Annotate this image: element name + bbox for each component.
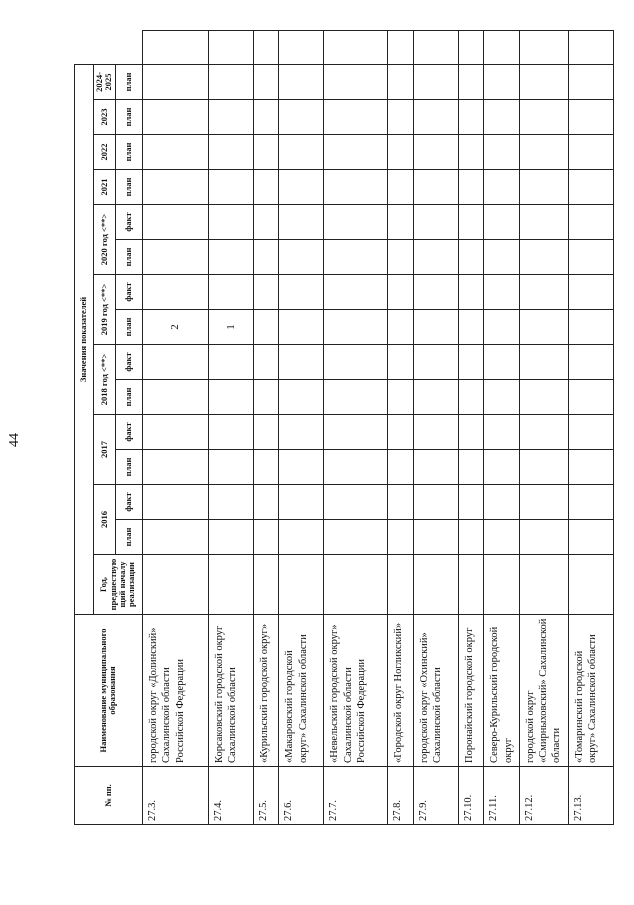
value-cell bbox=[208, 415, 253, 450]
value-cell bbox=[279, 520, 324, 555]
value-cell bbox=[208, 520, 253, 555]
value-cell bbox=[279, 170, 324, 205]
value-cell bbox=[569, 520, 614, 555]
value-cell bbox=[484, 205, 519, 240]
header-year-2021: 2021 bbox=[94, 170, 116, 205]
value-cell bbox=[484, 345, 519, 380]
value-cell bbox=[484, 275, 519, 310]
value-cell bbox=[388, 64, 414, 99]
header-year-2019: 2019 год <**> bbox=[94, 275, 116, 345]
value-cell bbox=[569, 64, 614, 99]
value-cell bbox=[388, 520, 414, 555]
row-number: 27.7. bbox=[324, 767, 388, 825]
row-number: 27.10. bbox=[458, 767, 484, 825]
municipality-name: «Курильский городской округ» bbox=[253, 615, 279, 767]
value-cell bbox=[388, 135, 414, 170]
header-base-year: Год, предшествую щий началу реализации bbox=[94, 555, 143, 615]
value-cell bbox=[519, 380, 568, 415]
value-cell bbox=[519, 450, 568, 485]
row-number: 27.9. bbox=[413, 767, 458, 825]
municipality-name: Северо-Курильский городской округ bbox=[484, 615, 519, 767]
header-values-group: Значения показателей bbox=[75, 64, 94, 614]
value-cell bbox=[519, 345, 568, 380]
value-cell bbox=[519, 555, 568, 615]
value-cell bbox=[324, 100, 388, 135]
value-cell bbox=[413, 520, 458, 555]
value-cell bbox=[142, 415, 208, 450]
value-cell bbox=[519, 240, 568, 275]
value-cell bbox=[413, 380, 458, 415]
value-cell bbox=[324, 240, 388, 275]
value-cell bbox=[388, 345, 414, 380]
value-cell bbox=[388, 555, 414, 615]
value-cell bbox=[142, 520, 208, 555]
municipality-name: «Невельский городской округ» Сахалинской области Российской Федерации bbox=[324, 615, 388, 767]
value-cell bbox=[324, 135, 388, 170]
value-cell bbox=[253, 240, 279, 275]
municipality-name: «Томаринский городской округ» Сахалинской области bbox=[569, 615, 614, 767]
value-cell bbox=[253, 415, 279, 450]
header-num: № пп. bbox=[75, 767, 143, 825]
value-cell: 1 bbox=[208, 310, 253, 345]
value-cell bbox=[388, 275, 414, 310]
value-cell bbox=[388, 205, 414, 240]
value-cell bbox=[413, 170, 458, 205]
header-year-2020: 2020 год <**> bbox=[94, 205, 116, 275]
value-cell bbox=[519, 31, 568, 65]
header-year-2016: 2016 bbox=[94, 485, 116, 555]
value-cell bbox=[253, 345, 279, 380]
row-number: 27.3. bbox=[142, 767, 208, 825]
value-cell bbox=[208, 275, 253, 310]
indicators-table bbox=[74, 30, 614, 825]
value-cell bbox=[569, 135, 614, 170]
value-cell bbox=[569, 555, 614, 615]
value-cell bbox=[253, 520, 279, 555]
value-cell bbox=[142, 275, 208, 310]
value-cell bbox=[458, 240, 484, 275]
header-year-2024-2025: 2024-2025 bbox=[94, 64, 116, 99]
value-cell bbox=[388, 415, 414, 450]
value-cell bbox=[279, 275, 324, 310]
value-cell bbox=[569, 275, 614, 310]
table-row bbox=[208, 31, 253, 825]
table-row bbox=[569, 31, 614, 825]
value-cell bbox=[253, 135, 279, 170]
value-cell bbox=[413, 555, 458, 615]
page-number-text: 44 bbox=[7, 433, 22, 447]
value-cell bbox=[253, 555, 279, 615]
value-cell bbox=[279, 31, 324, 65]
municipality-name: городской округ «Смирныховский» Сахалинской области bbox=[519, 615, 568, 767]
value-cell bbox=[413, 100, 458, 135]
header-plan: план bbox=[115, 310, 142, 345]
value-cell bbox=[519, 170, 568, 205]
value-cell bbox=[413, 31, 458, 65]
header-plan: план bbox=[115, 135, 142, 170]
value-cell bbox=[279, 135, 324, 170]
value-cell bbox=[519, 485, 568, 520]
value-cell bbox=[253, 31, 279, 65]
value-cell bbox=[142, 31, 208, 65]
value-cell bbox=[569, 415, 614, 450]
value-cell bbox=[458, 275, 484, 310]
value-cell bbox=[208, 380, 253, 415]
value-cell bbox=[253, 100, 279, 135]
value-cell bbox=[279, 380, 324, 415]
value-cell bbox=[208, 64, 253, 99]
value-cell bbox=[484, 380, 519, 415]
header-plan: план bbox=[115, 100, 142, 135]
value-cell bbox=[142, 205, 208, 240]
value-cell bbox=[458, 135, 484, 170]
header-year-2023: 2023 bbox=[94, 100, 116, 135]
table-row bbox=[253, 31, 279, 825]
value-cell bbox=[142, 555, 208, 615]
value-cell bbox=[569, 170, 614, 205]
header-plan: план bbox=[115, 170, 142, 205]
municipality-name: Поронайский городской округ bbox=[458, 615, 484, 767]
row-number: 27.13. bbox=[569, 767, 614, 825]
value-cell bbox=[388, 450, 414, 485]
value-cell bbox=[279, 310, 324, 345]
value-cell bbox=[413, 64, 458, 99]
table-row bbox=[519, 31, 568, 825]
value-cell bbox=[569, 205, 614, 240]
value-cell bbox=[484, 100, 519, 135]
table-body bbox=[142, 31, 613, 825]
header-year-2022: 2022 bbox=[94, 135, 116, 170]
value-cell bbox=[324, 345, 388, 380]
header-name: Наименование муниципального образования bbox=[75, 615, 143, 767]
value-cell bbox=[279, 345, 324, 380]
rotated-table-container bbox=[74, 30, 614, 825]
value-cell bbox=[458, 310, 484, 345]
value-cell bbox=[142, 240, 208, 275]
municipality-name: «Макаровский городской округ» Сахалинской области bbox=[279, 615, 324, 767]
value-cell bbox=[569, 240, 614, 275]
value-cell bbox=[458, 520, 484, 555]
value-cell bbox=[324, 520, 388, 555]
value-cell bbox=[484, 555, 519, 615]
row-number: 27.11. bbox=[484, 767, 519, 825]
value-cell bbox=[253, 485, 279, 520]
value-cell bbox=[388, 31, 414, 65]
value-cell bbox=[253, 64, 279, 99]
value-cell bbox=[279, 485, 324, 520]
value-cell bbox=[413, 135, 458, 170]
value-cell bbox=[458, 485, 484, 520]
value-cell bbox=[279, 555, 324, 615]
value-cell bbox=[458, 31, 484, 65]
value-cell: 2 bbox=[142, 310, 208, 345]
row-number: 27.5. bbox=[253, 767, 279, 825]
value-cell bbox=[413, 485, 458, 520]
value-cell bbox=[569, 31, 614, 65]
value-cell bbox=[413, 205, 458, 240]
header-fact: факт bbox=[115, 485, 142, 520]
value-cell bbox=[484, 450, 519, 485]
value-cell bbox=[142, 345, 208, 380]
value-cell bbox=[388, 240, 414, 275]
value-cell bbox=[458, 555, 484, 615]
value-cell bbox=[208, 485, 253, 520]
value-cell bbox=[484, 485, 519, 520]
value-cell bbox=[569, 485, 614, 520]
value-cell bbox=[458, 415, 484, 450]
value-cell bbox=[519, 64, 568, 99]
value-cell bbox=[413, 415, 458, 450]
value-cell bbox=[142, 380, 208, 415]
value-cell bbox=[324, 310, 388, 345]
value-cell bbox=[208, 555, 253, 615]
value-cell bbox=[279, 415, 324, 450]
municipality-name: городской округ «Охинский» Сахалинской области bbox=[413, 615, 458, 767]
value-cell bbox=[253, 380, 279, 415]
value-cell bbox=[208, 100, 253, 135]
value-cell bbox=[142, 135, 208, 170]
row-number: 27.8. bbox=[388, 767, 414, 825]
value-cell bbox=[324, 485, 388, 520]
header-plan: план bbox=[115, 520, 142, 555]
value-cell bbox=[208, 205, 253, 240]
header-fact: факт bbox=[115, 345, 142, 380]
municipality-name: «Городской округ Ногликский» bbox=[388, 615, 414, 767]
header-year-2018: 2018 год <**> bbox=[94, 345, 116, 415]
value-cell bbox=[279, 450, 324, 485]
table-row bbox=[142, 31, 208, 825]
value-cell bbox=[484, 310, 519, 345]
value-cell bbox=[413, 345, 458, 380]
value-cell bbox=[208, 240, 253, 275]
value-cell bbox=[324, 450, 388, 485]
table-row bbox=[279, 31, 324, 825]
value-cell bbox=[388, 380, 414, 415]
value-cell bbox=[279, 64, 324, 99]
value-cell bbox=[484, 31, 519, 65]
value-cell bbox=[519, 205, 568, 240]
value-cell bbox=[324, 170, 388, 205]
value-cell bbox=[519, 310, 568, 345]
value-cell bbox=[484, 64, 519, 99]
municipality-name: Корсаковский городской округ Сахалинской области bbox=[208, 615, 253, 767]
table-stage bbox=[74, 30, 614, 825]
value-cell bbox=[208, 450, 253, 485]
header-year-2017: 2017 bbox=[94, 415, 116, 485]
value-cell bbox=[458, 64, 484, 99]
value-cell bbox=[324, 205, 388, 240]
value-cell bbox=[458, 170, 484, 205]
value-cell bbox=[458, 450, 484, 485]
value-cell bbox=[142, 170, 208, 205]
value-cell bbox=[413, 310, 458, 345]
value-cell bbox=[324, 64, 388, 99]
value-cell bbox=[569, 345, 614, 380]
table-row bbox=[484, 31, 519, 825]
value-cell bbox=[208, 345, 253, 380]
value-cell bbox=[253, 275, 279, 310]
value-cell bbox=[142, 64, 208, 99]
value-cell bbox=[484, 240, 519, 275]
value-cell bbox=[458, 380, 484, 415]
municipality-name: городской округ «Долинский» Сахалинской области Российской Федерации bbox=[142, 615, 208, 767]
value-cell bbox=[388, 310, 414, 345]
value-cell bbox=[519, 135, 568, 170]
value-cell bbox=[413, 450, 458, 485]
value-cell bbox=[519, 415, 568, 450]
value-cell bbox=[279, 100, 324, 135]
value-cell bbox=[208, 31, 253, 65]
value-cell bbox=[484, 170, 519, 205]
header-fact: факт bbox=[115, 275, 142, 310]
row-number: 27.12. bbox=[519, 767, 568, 825]
value-cell bbox=[324, 555, 388, 615]
value-cell bbox=[208, 135, 253, 170]
value-cell bbox=[253, 205, 279, 240]
header-plan: план bbox=[115, 380, 142, 415]
value-cell bbox=[413, 240, 458, 275]
table-row bbox=[388, 31, 414, 825]
value-cell bbox=[324, 380, 388, 415]
row-number: 27.6. bbox=[279, 767, 324, 825]
header-plan: план bbox=[115, 240, 142, 275]
value-cell bbox=[519, 100, 568, 135]
value-cell bbox=[208, 170, 253, 205]
header-fact: факт bbox=[115, 415, 142, 450]
table-row bbox=[458, 31, 484, 825]
value-cell bbox=[324, 275, 388, 310]
header-plan: план bbox=[115, 64, 142, 99]
value-cell bbox=[484, 520, 519, 555]
table-row bbox=[324, 31, 388, 825]
value-cell bbox=[484, 135, 519, 170]
value-cell bbox=[569, 380, 614, 415]
row-number: 27.4. bbox=[208, 767, 253, 825]
header-plan: план bbox=[115, 450, 142, 485]
header-fact: факт bbox=[115, 205, 142, 240]
value-cell bbox=[388, 100, 414, 135]
value-cell bbox=[388, 485, 414, 520]
value-cell bbox=[324, 31, 388, 65]
value-cell bbox=[484, 415, 519, 450]
value-cell bbox=[388, 170, 414, 205]
value-cell bbox=[279, 240, 324, 275]
value-cell bbox=[413, 275, 458, 310]
value-cell bbox=[142, 485, 208, 520]
value-cell bbox=[324, 415, 388, 450]
value-cell bbox=[142, 100, 208, 135]
value-cell bbox=[569, 100, 614, 135]
value-cell bbox=[458, 205, 484, 240]
value-cell bbox=[569, 450, 614, 485]
value-cell bbox=[569, 310, 614, 345]
value-cell bbox=[253, 450, 279, 485]
value-cell bbox=[253, 170, 279, 205]
value-cell bbox=[519, 520, 568, 555]
value-cell bbox=[279, 205, 324, 240]
page-number bbox=[3, 425, 27, 455]
value-cell bbox=[458, 345, 484, 380]
value-cell bbox=[142, 450, 208, 485]
value-cell bbox=[519, 275, 568, 310]
table-row bbox=[413, 31, 458, 825]
value-cell bbox=[253, 310, 279, 345]
value-cell bbox=[458, 100, 484, 135]
